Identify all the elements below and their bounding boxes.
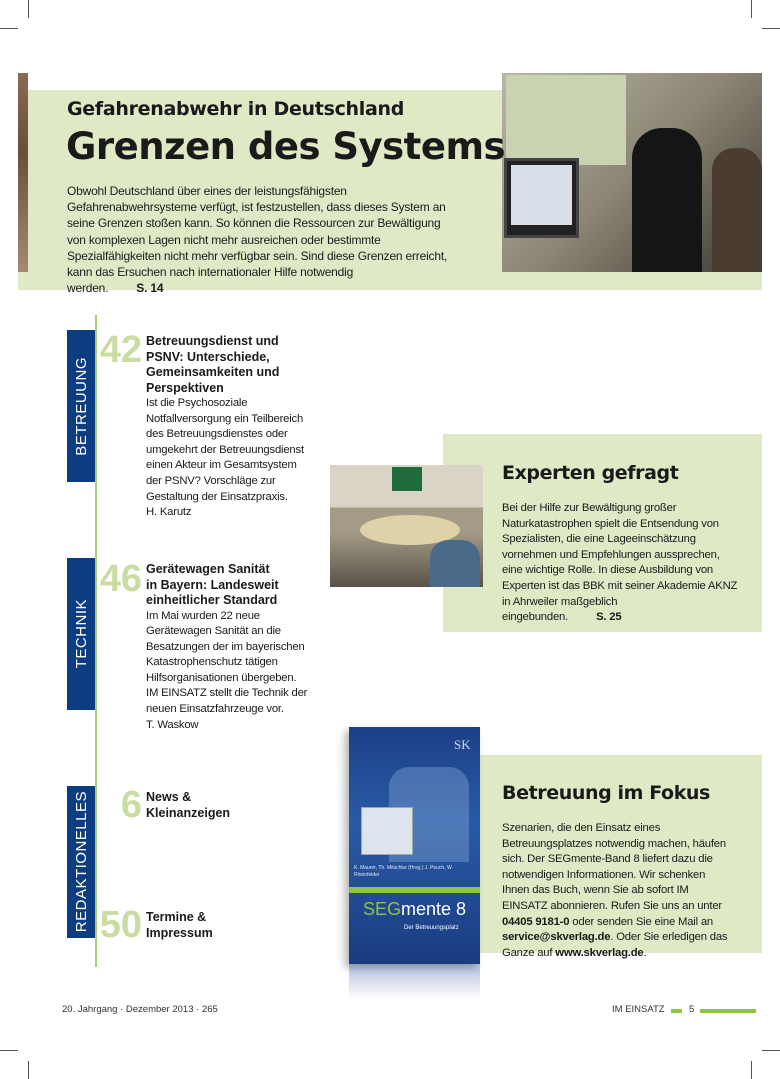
operator-figure [632,128,702,272]
entry-page-number: 42 [99,329,142,371]
crop-mark [28,1061,29,1079]
flag [392,467,422,491]
book-title: SEGmente 8 [363,899,467,919]
book-reflection [349,964,480,1000]
entry-author: H. Karutz [146,506,192,519]
person [430,540,480,587]
footer-magazine: IM EINSATZ [612,1004,665,1015]
control-room-photo [502,73,762,272]
entry-title: Termine & Impressum [146,910,213,940]
header-text-block [67,183,450,296]
entry-page-number: 50 [99,904,142,946]
crop-mark [0,28,18,29]
book-subtitle: Der Betreuungsplatz [404,925,459,931]
footer-page-number: 5 [689,1004,695,1015]
operator-figure [712,148,762,272]
crop-mark [0,1050,18,1051]
experten-text-block [502,501,738,626]
sidebar-line [95,315,97,967]
header-text: Obwohl Deutschland über eines der leistungsfähigsten Gefahrenabwehrsysteme verfügt, ist festzustellen, dass dieses System an seine Grenzen stoßen kann. So können die Ressourcen zur Bewältigung von komplexen Lagen nicht mehr ausreichen oder bestimmte Spezialfähigkeiten nicht mehr verfügbar sein. Sind diese Grenzen erreicht, kann das Ersuchen nach internationaler Hilfe notwendig werden. [67,184,448,296]
crop-mark [762,1050,780,1051]
book-cover [349,727,480,964]
experten-title: Experten gefragt [502,462,679,484]
crop-mark [28,0,29,18]
entry-page-number: 6 [120,784,142,826]
website-link[interactable]: www.skverlag.de [555,946,644,959]
entry-title: Gerätewagen Sanität in Bayern: Landesweit einheitlicher Standard [146,562,279,607]
crop-mark [762,28,780,29]
footer-issue: 20. Jahrgang · Dezember 2013 · 265 [62,1004,218,1015]
entry-page-number: 46 [99,558,142,600]
header-kicker: Gefahrenabwehr in Deutschland [67,98,405,120]
building-photo-strip [18,73,28,272]
entry-author: T. Waskow [146,718,199,731]
org-chart-image [361,807,413,855]
phone-number: 04405 9181-0 [502,915,570,928]
crop-mark [751,0,752,18]
experten-page-ref[interactable]: S. 25 [596,611,622,624]
footer-bar [700,1009,756,1013]
entry-title: Betreuungsdienst und PSNV: Unterschiede, Gemeinsamkeiten und Perspektiven [146,334,280,395]
email-link[interactable]: service@skverlag.de [502,931,611,944]
section-tab-redaktionelles: REDAKTIONELLES [67,786,95,938]
wall-map [506,75,626,165]
experten-text: Bei der Hilfe zur Bewältigung großer Naturkatastrophen spielt die Entsendung von Spezialisten, die eine Lageeinschätzung vornehmen und Empfehlungen aussprechen, eine wichtige Rolle. In diese Ausbildung von Experten ist das BBK mit seiner Akademie AKNZ in Ahrweiler maßgeblich eingebunden. [502,502,738,624]
book-authors: K. Maurer, Th. Mitschke (Hrsg.) J. Peuch, W. Rheinfelder [354,865,453,878]
meeting-photo [330,465,483,587]
entry-text: Ist die Psychosoziale Notfallversorgung ein Teilbereich des Betreuungsdienstes oder umgekehrt der Betreuungsdienst einen Akteur im Gesamtsystem der PSNV? Vorschläge zur Gestaltung der Einsatzpraxis. [146,397,304,503]
header-title: Grenzen des Systems [66,125,506,168]
section-tab-betreuung: BETREUUNG [67,330,95,482]
crop-mark [751,1061,752,1079]
entry-text: Im Mai wurden 22 neue Gerätewagen Sanität an die Besatzungen der im bayerischen Katastrophenschutz tätigen Hilfsorganisationen übergeben. IM EINSATZ stellt die Technik der neuen Einsatzfahrzeuge vor. [146,609,308,716]
fokus-text: Szenarien, die den Einsatz eines Betreuungsplatzes notwendig machen, häufen sich. Der SEGmente-Band 8 liefert dazu die notwendigen Informationen. Wir schenken Ihnen das Buch, wenn Sie ab sofort IM EINSATZ abonnieren. Rufen Sie uns an unter 04405 9181-0 oder senden Sie eine Mail an service@skverlag.de. Oder Sie erledigen das Ganze auf www.skverlag.de. [502,822,728,959]
publisher-logo: SK [454,737,471,752]
book-stripe [349,887,480,893]
footer-bar [671,1009,682,1013]
fokus-title: Betreuung im Fokus [502,782,710,804]
section-tab-technik: TECHNIK [67,558,95,710]
monitor [504,158,579,238]
entry-title: News & Kleinanzeigen [146,790,231,820]
header-page-ref[interactable]: S. 14 [136,281,164,296]
